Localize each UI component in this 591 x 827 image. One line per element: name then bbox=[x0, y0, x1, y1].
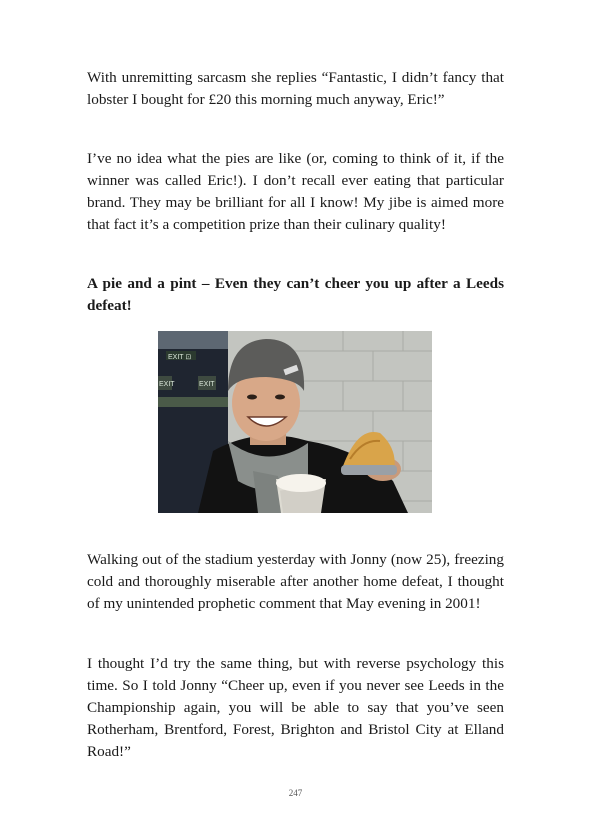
exit-sign-right: EXIT bbox=[199, 381, 215, 388]
paragraph-reverse-psychology: I thought I’d try the same thing, but with reverse psychology this time. So I told Jonny “Cheer up, even if you never see Leeds in the Championship again, you will be able to say that you’ve seen Rotherham, Brentford, Forest, Brighton and Bristol City at Elland Road!” bbox=[87, 655, 504, 760]
section-heading: A pie and a pint – Even they can’t cheer you up after a Leeds defeat! bbox=[87, 275, 504, 314]
exit-sign-left: EXIT bbox=[159, 381, 175, 388]
paragraph-lobster: With unremitting sarcasm she replies “Fantastic, I didn’t fancy that lobster I bought for £20 this morning much anyway, Eric!” bbox=[87, 69, 504, 108]
exit-sign-top: EXIT ⊡ bbox=[168, 354, 192, 361]
paragraph-stadium: Walking out of the stadium yesterday with Jonny (now 25), freezing cold and thoroughly miserable after another home defeat, I thought of my unintended prophetic comment that May evening in 2001! bbox=[87, 551, 504, 612]
page-number: 247 bbox=[288, 788, 303, 798]
paragraph-pies: I’ve no idea what the pies are like (or, coming to think of it, if the winner was called Eric!). I don’t recall ever eating that particular brand. They may be brilliant for all I know! My jibe is aimed more that fact it’s a competition prize than their culinary quality! bbox=[87, 150, 504, 233]
photo-fan-with-pie-and-pint bbox=[158, 331, 432, 513]
